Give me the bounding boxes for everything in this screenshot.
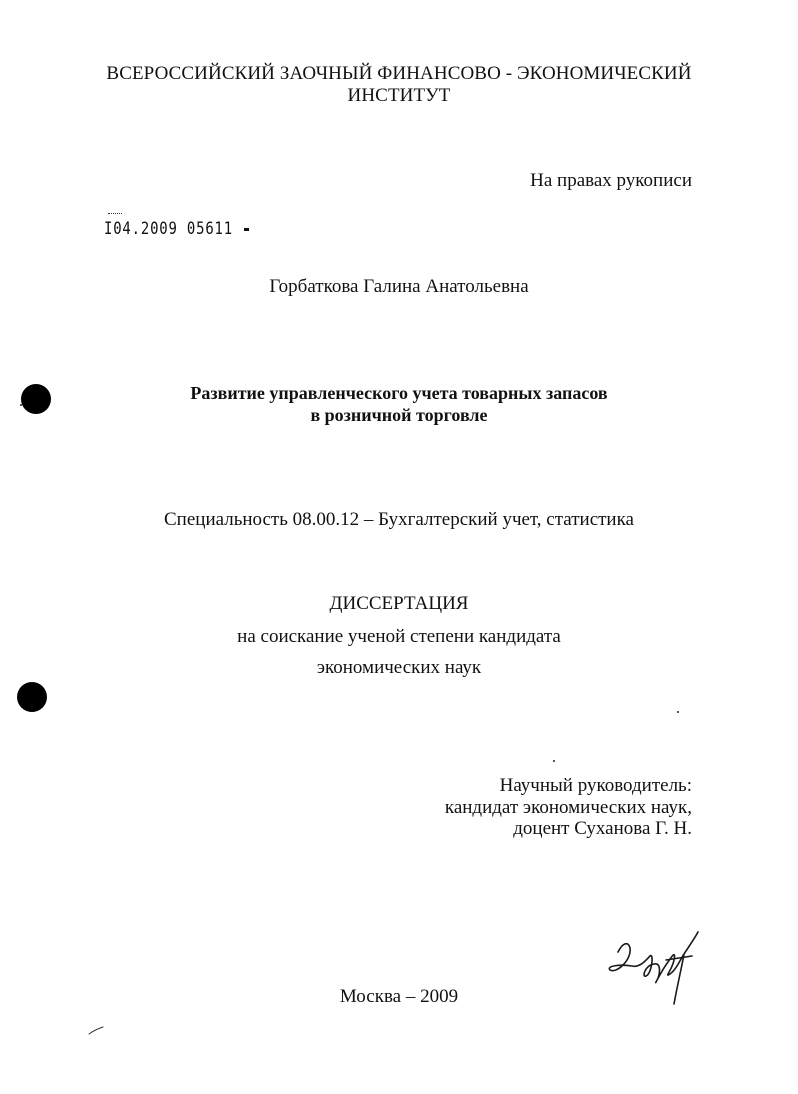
document-type-heading: ДИССЕРТАЦИЯ <box>329 593 469 614</box>
supervisor-degree: кандидат экономических наук, <box>444 797 692 818</box>
specialty: Специальность 08.00.12 – Бухгалтерский учет, статистика <box>164 509 634 530</box>
registration-stamp: I04.2009 05611 <box>104 219 233 239</box>
author-name: Горбаткова Галина Анатольевна <box>269 276 529 297</box>
scan-speck <box>553 760 555 762</box>
place-year: Москва – 2009 <box>339 986 459 1007</box>
stamp-dots <box>108 213 122 216</box>
stamp-mark <box>244 228 249 231</box>
scan-speck <box>677 711 679 713</box>
binding-hole-bottom <box>17 682 47 712</box>
margin-scribble <box>88 1026 104 1036</box>
institution-name-line2: ИНСТИТУТ <box>347 85 451 106</box>
dissertation-title-line2: в розничной торговле <box>310 405 488 425</box>
supervisor-name: доцент Суханова Г. Н. <box>513 818 692 839</box>
degree-line: на соискание ученой степени кандидата <box>237 626 561 647</box>
science-field-line: экономических наук <box>316 657 482 678</box>
institution-name-line1: ВСЕРОССИЙСКИЙ ЗАОЧНЫЙ ФИНАНСОВО - ЭКОНОМИЧЕСКИЙ <box>106 63 692 84</box>
scan-speck <box>20 404 22 406</box>
manuscript-note: На правах рукописи <box>530 170 692 191</box>
dissertation-title-line1: Развитие управленческого учета товарных запасов <box>190 383 608 403</box>
supervisor-label: Научный руководитель: <box>499 775 692 796</box>
